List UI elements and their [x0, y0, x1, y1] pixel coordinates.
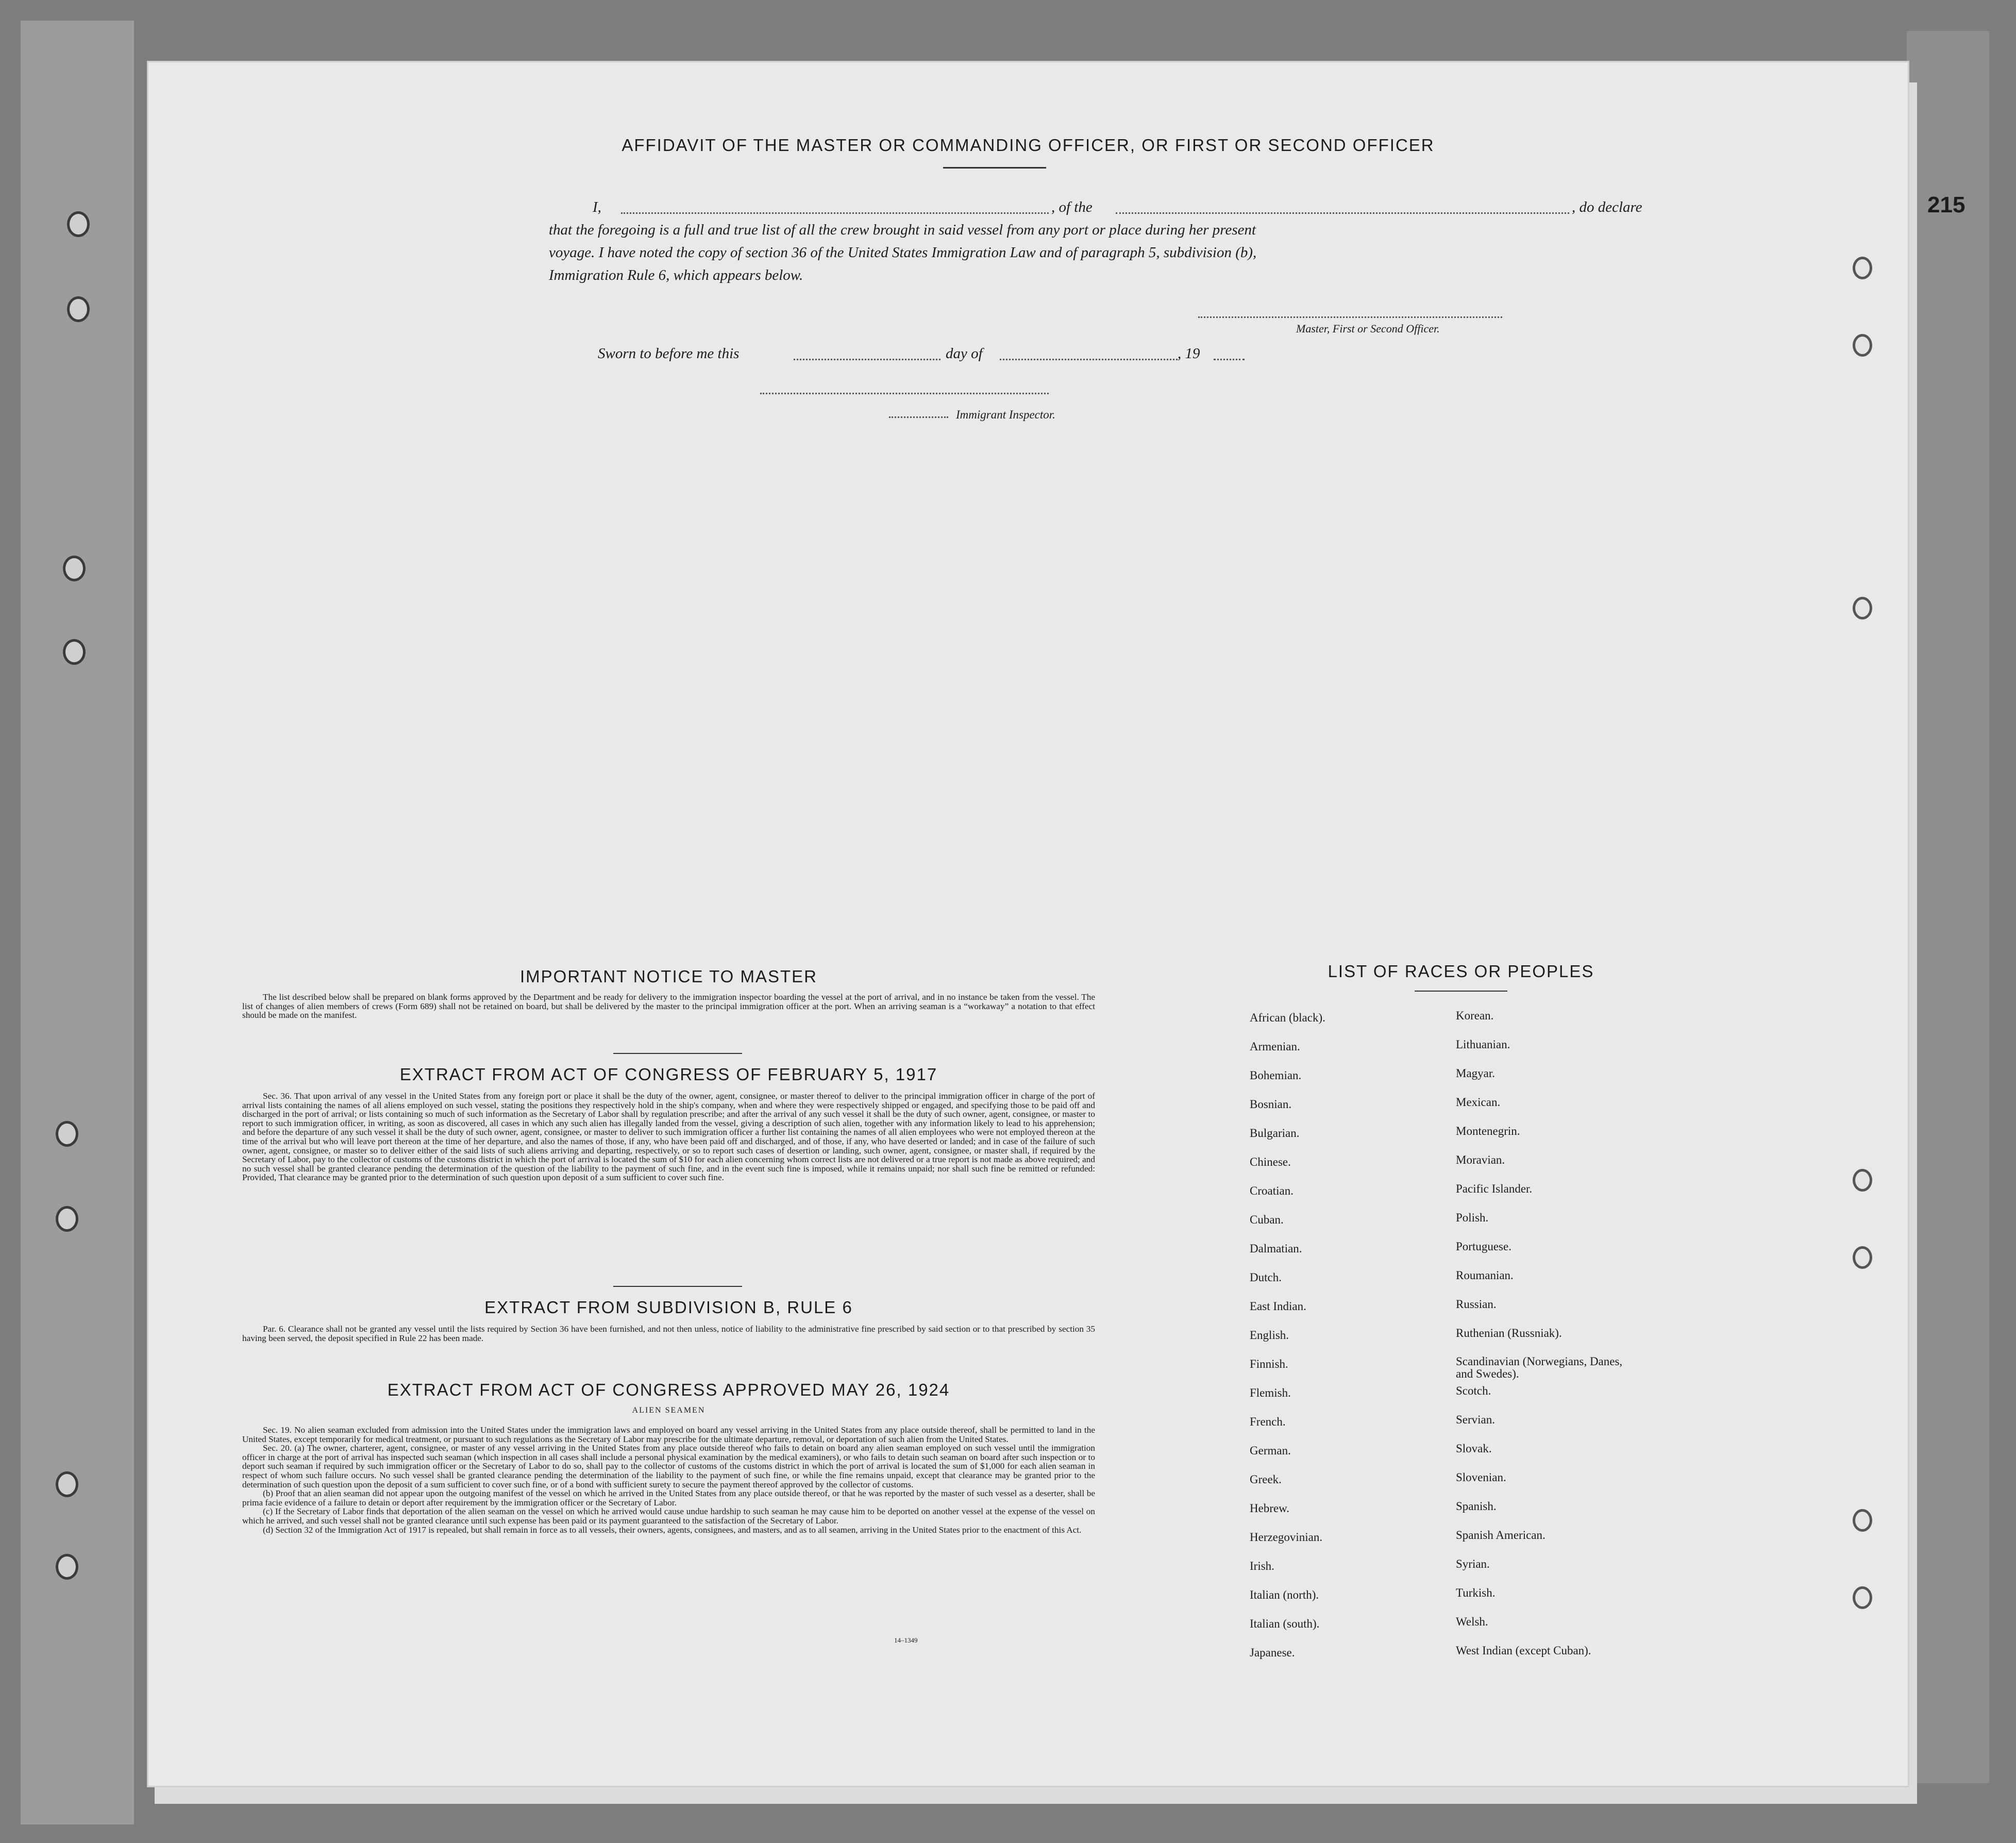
vessel-name-blank [1116, 212, 1569, 214]
signature-label: Master, First or Second Officer. [1296, 322, 1440, 335]
sworn-day-blank [794, 359, 940, 360]
race-item: English. [1250, 1329, 1289, 1342]
binder-hole [1853, 597, 1872, 619]
sworn-month-blank [1000, 359, 1178, 360]
sworn-year-blank [1214, 359, 1245, 360]
race-item: Magyar. [1456, 1067, 1496, 1080]
races-heading-rule [1415, 991, 1507, 992]
binder-hole [67, 211, 90, 237]
binder-hole [56, 1121, 78, 1147]
race-item: Moravian. [1456, 1153, 1505, 1166]
race-item: East Indian. [1250, 1300, 1306, 1313]
race-item: Finnish. [1250, 1358, 1288, 1370]
extract-rule6-heading: EXTRACT FROM SUBDIVISION B, RULE 6 [484, 1298, 853, 1317]
binder-hole [1853, 257, 1872, 279]
race-item: Korean. [1456, 1009, 1494, 1022]
race-item: West Indian (except Cuban). [1456, 1644, 1591, 1657]
notice-heading: IMPORTANT NOTICE TO MASTER [519, 967, 817, 986]
race-item: Servian. [1456, 1413, 1496, 1426]
section-rule [613, 1286, 742, 1287]
race-item: Dutch. [1250, 1271, 1282, 1284]
race-item: Lithuanian. [1456, 1038, 1510, 1051]
race-item: Cuban. [1250, 1213, 1284, 1226]
page-number: 215 [1927, 192, 1965, 217]
race-item: Hebrew. [1250, 1502, 1290, 1515]
race-item: Slovak. [1456, 1442, 1492, 1455]
race-item: Welsh. [1456, 1615, 1488, 1628]
race-item: Spanish. [1456, 1500, 1497, 1513]
race-item: Russian. [1456, 1298, 1497, 1311]
sec-19-paragraph: Sec. 19. No alien seaman excluded from admission into the United States under the immigration laws and employed on board any vessel arriving in the United States from any place outside thereof, shall be permitted to land in the United States, except temporarily for medical treatment, or pursuant to such regulations as the Secretary of Labor may prescribe for the ultimate departure, removal, or deportation of such alien from the United States. [242, 1425, 1095, 1444]
binder-hole [1853, 1246, 1872, 1269]
race-item: Polish. [1456, 1211, 1489, 1224]
race-item: Montenegrin. [1456, 1125, 1520, 1137]
inspector-signature-blank [760, 393, 1049, 394]
sec-20a-paragraph: Sec. 20. (a) The owner, charterer, agent, consignee, or master of any vessel arriving in the United States from any place outside thereof who fails to detain on board any alien seaman employed on such vessel until the immigration officer in charge at the port of arrival has inspected such seaman (which inspection in all cases shall include a personal physical examination by the medical examiners), or who fails to detain such seaman on board after such inspection or to deport such seaman if required by such immigration officer or the Secretary of Labor to do so, shall pay to the collector of customs of the customs district in which the port of arrival is located the sum of $1,000 for each alien seaman in respect of whom such failure occurs. No such vessel shall be granted clearance pending the determination of the liability to the payment of such fine, or while the fine remains unpaid, except that clearance may be granted prior to the determination of such question upon the deposit of a sum sufficient to cover such fine, or of a bond with sufficient surety to secure the payment thereof approved by the collector of customs. [242, 1443, 1095, 1489]
race-item: Bulgarian. [1250, 1127, 1300, 1140]
race-item: Syrian. [1456, 1557, 1490, 1570]
binder-hole [56, 1206, 78, 1232]
race-item: French. [1250, 1415, 1286, 1428]
binder-hole [56, 1554, 78, 1580]
race-item: Mexican. [1456, 1096, 1501, 1109]
race-item: Dalmatian. [1250, 1242, 1302, 1255]
race-item: Greek. [1250, 1473, 1282, 1486]
race-item: Scotch. [1456, 1384, 1491, 1397]
race-item: German. [1250, 1444, 1291, 1457]
alien-seamen-subheading: ALIEN SEAMEN [632, 1406, 705, 1415]
race-item: Japanese. [1250, 1646, 1295, 1659]
races-heading: LIST OF RACES OR PEOPLES [1328, 962, 1594, 981]
day-of-label: day of [946, 345, 983, 362]
race-item: Chinese. [1250, 1155, 1291, 1168]
under-sheet-left [21, 21, 134, 1824]
extract-1924-body [242, 1426, 1095, 1534]
year-label: , 19 [1178, 345, 1200, 362]
race-item: Armenian. [1250, 1040, 1300, 1053]
sec-20b-paragraph: (b) Proof that an alien seaman did not appear upon the outgoing manifest of the vessel on which he arrived in the United States from any place outside thereof, or that he was reported by the master of such vessel as a deserter, shall be prima facie evidence of a failure to detain or deport after requirement by the immigration officer or the Secretary of Labor. [242, 1488, 1095, 1507]
race-item: Bohemian. [1250, 1069, 1302, 1082]
binder-hole [56, 1471, 78, 1497]
extract-1917-heading: EXTRACT FROM ACT OF CONGRESS OF FEBRUARY 5, 1917 [399, 1065, 938, 1084]
race-item: Flemish. [1250, 1386, 1291, 1399]
race-item: Italian (south). [1250, 1617, 1320, 1630]
do-declare-label: , do declare [1572, 199, 1642, 215]
affidavit-page [147, 61, 1965, 1787]
form-number: 14–1349 [894, 1636, 918, 1644]
extract-rule6-text: Par. 6. Clearance shall not be granted any vessel until the lists required by Section 36 have been furnished, and not then unless, notice of liability to the administrative fine prescribed by said section or to that prescribed by section 35 having been served, the deposit specified in Rule 22 has been made. [242, 1324, 1095, 1343]
inspector-label: Immigrant Inspector. [956, 408, 1055, 421]
race-item: Irish. [1250, 1560, 1274, 1572]
notice-text: The list described below shall be prepared on blank forms approved by the Department and be ready for delivery to the immigration inspector boarding the vessel at the port of arrival, and in no instance be taken from the vessel. The list of changes of alien members of crews (Form 689) shall not be retained on board, but shall be delivered by the master to the principal immigration officer at the port. When an arriving seaman is a “workaway” a notation to that effect should be made on the manifest. [242, 992, 1095, 1020]
declarant-name-blank [621, 212, 1049, 214]
race-item: Roumanian. [1456, 1269, 1514, 1282]
binder-hole [63, 639, 86, 665]
binder-hole [1853, 1509, 1872, 1532]
race-item: Herzegovinian. [1250, 1531, 1323, 1544]
race-item: Slovenian. [1456, 1471, 1506, 1484]
race-item: Scandinavian (Norwegians, Danes, and Swedes). [1456, 1355, 1623, 1380]
under-sheet-right [1907, 31, 1989, 1783]
of-the-label: , of the [1051, 199, 1093, 215]
section-rule [613, 1053, 742, 1054]
race-item: Pacific Islander. [1456, 1182, 1533, 1195]
race-item: African (black). [1250, 1011, 1325, 1024]
inspector-prefix-blank [889, 416, 948, 418]
races-column-2 [1456, 1009, 1631, 1673]
sworn-label: Sworn to before me this [598, 345, 740, 362]
heading-rule [943, 167, 1046, 169]
binder-hole [1853, 1586, 1872, 1609]
race-item: Ruthenian (Russniak). [1456, 1327, 1562, 1339]
binder-hole [1853, 334, 1872, 357]
affidavit-line-4: Immigration Rule 6, which appears below. [549, 267, 803, 283]
affidavit-heading: AFFIDAVIT OF THE MASTER OR COMMANDING OFFICER, OR FIRST OR SECOND OFFICER [621, 136, 1435, 155]
race-item: Portuguese. [1456, 1240, 1511, 1253]
race-item: Spanish American. [1456, 1529, 1545, 1542]
races-column-1 [1250, 1011, 1325, 1675]
race-item: Italian (north). [1250, 1588, 1319, 1601]
binder-hole [63, 556, 86, 581]
declarant-line [593, 196, 601, 219]
affidavit-line-2: that the foregoing is a full and true list of all the crew brought in said vessel from any port or place during her present [549, 222, 1256, 238]
binder-hole [67, 296, 90, 322]
extract-1924-heading: EXTRACT FROM ACT OF CONGRESS APPROVED MAY 26, 1924 [387, 1380, 950, 1399]
binder-hole [1853, 1169, 1872, 1192]
race-item: Turkish. [1456, 1586, 1496, 1599]
sec-20c-paragraph: (c) If the Secretary of Labor finds that deportation of the alien seaman on the vessel on which he arrived would cause undue hardship to such seaman he may cause him to be deported on another vessel at the expense of the vessel on which he arrived, and such vessel shall not be granted clearance until such expense has been paid or its payment guaranteed to the satisfaction of the Secretary of Labor. [242, 1506, 1095, 1526]
race-item: Croatian. [1250, 1184, 1293, 1197]
i-label: I, [593, 199, 601, 215]
affidavit-line-3: voyage. I have noted the copy of section 36 of the United States Immigration Law and of paragraph 5, subdivision (b), [549, 244, 1257, 261]
extract-1917-text: Sec. 36. That upon arrival of any vessel in the United States from any foreign port or place it shall be the duty of the owner, agent, consignee, or master thereof to deliver to the principal immigration officer in charge of the port of arrival lists containing the names of all aliens employed on such vessel, stating the positions they respectively hold in the ship's company, when and where they were respectively shipped or engaged, and specifying those to be paid off and discharged in the port of arrival; or lists containing so much of such information as the Secretary of Labor shall by regulation prescribe; and after the arrival of any such vessel it shall be the duty of such owner, agent, consignee, or master to report to such immigration officer, in writing, as soon as discovered, all cases in which any such alien has illegally landed from the vessel, giving a description of such alien, together with any information likely to lead to his apprehension; and before the departure of any such vessel it shall be the duty of such owner, agent, consignee, or master to deliver to such immigration officer a further list containing the names of all alien employees who were not employed thereon at the time of the arrival but who will leave port thereon at the time of her departure, and also the names of those, if any, who have been paid off and discharged, and of those, if any, who have deserted or landed; and in case of the failure of such owner, agent, consignee, or master so to deliver either of the said lists of such aliens arriving and departing, respectively, or so to report such cases of desertion or landing, such owner, agent, consignee, or master shall, if required by the Secretary of Labor, pay to the collector of customs of the customs district in which the port of arrival is located the sum of $10 for each alien concerning whom correct lists are not delivered or a true report is not made as above required; and no such vessel shall be granted clearance pending the determination of the question of the liability to the payment of such fine, and in the event such fine is imposed, while it remains unpaid; nor shall such fine be remitted or refunded: Provided, That clearance may be granted prior to the determination of such question upon deposit of a sum sufficient to cover such fine. [242, 1091, 1095, 1183]
sec-20d-paragraph: (d) Section 32 of the Immigration Act of 1917 is repealed, but shall remain in force as to all vessels, their owners, agents, consignees, and masters, and as to all seamen, arriving in the United States prior to the enactment of this Act. [263, 1524, 1082, 1535]
race-item: Bosnian. [1250, 1098, 1292, 1111]
